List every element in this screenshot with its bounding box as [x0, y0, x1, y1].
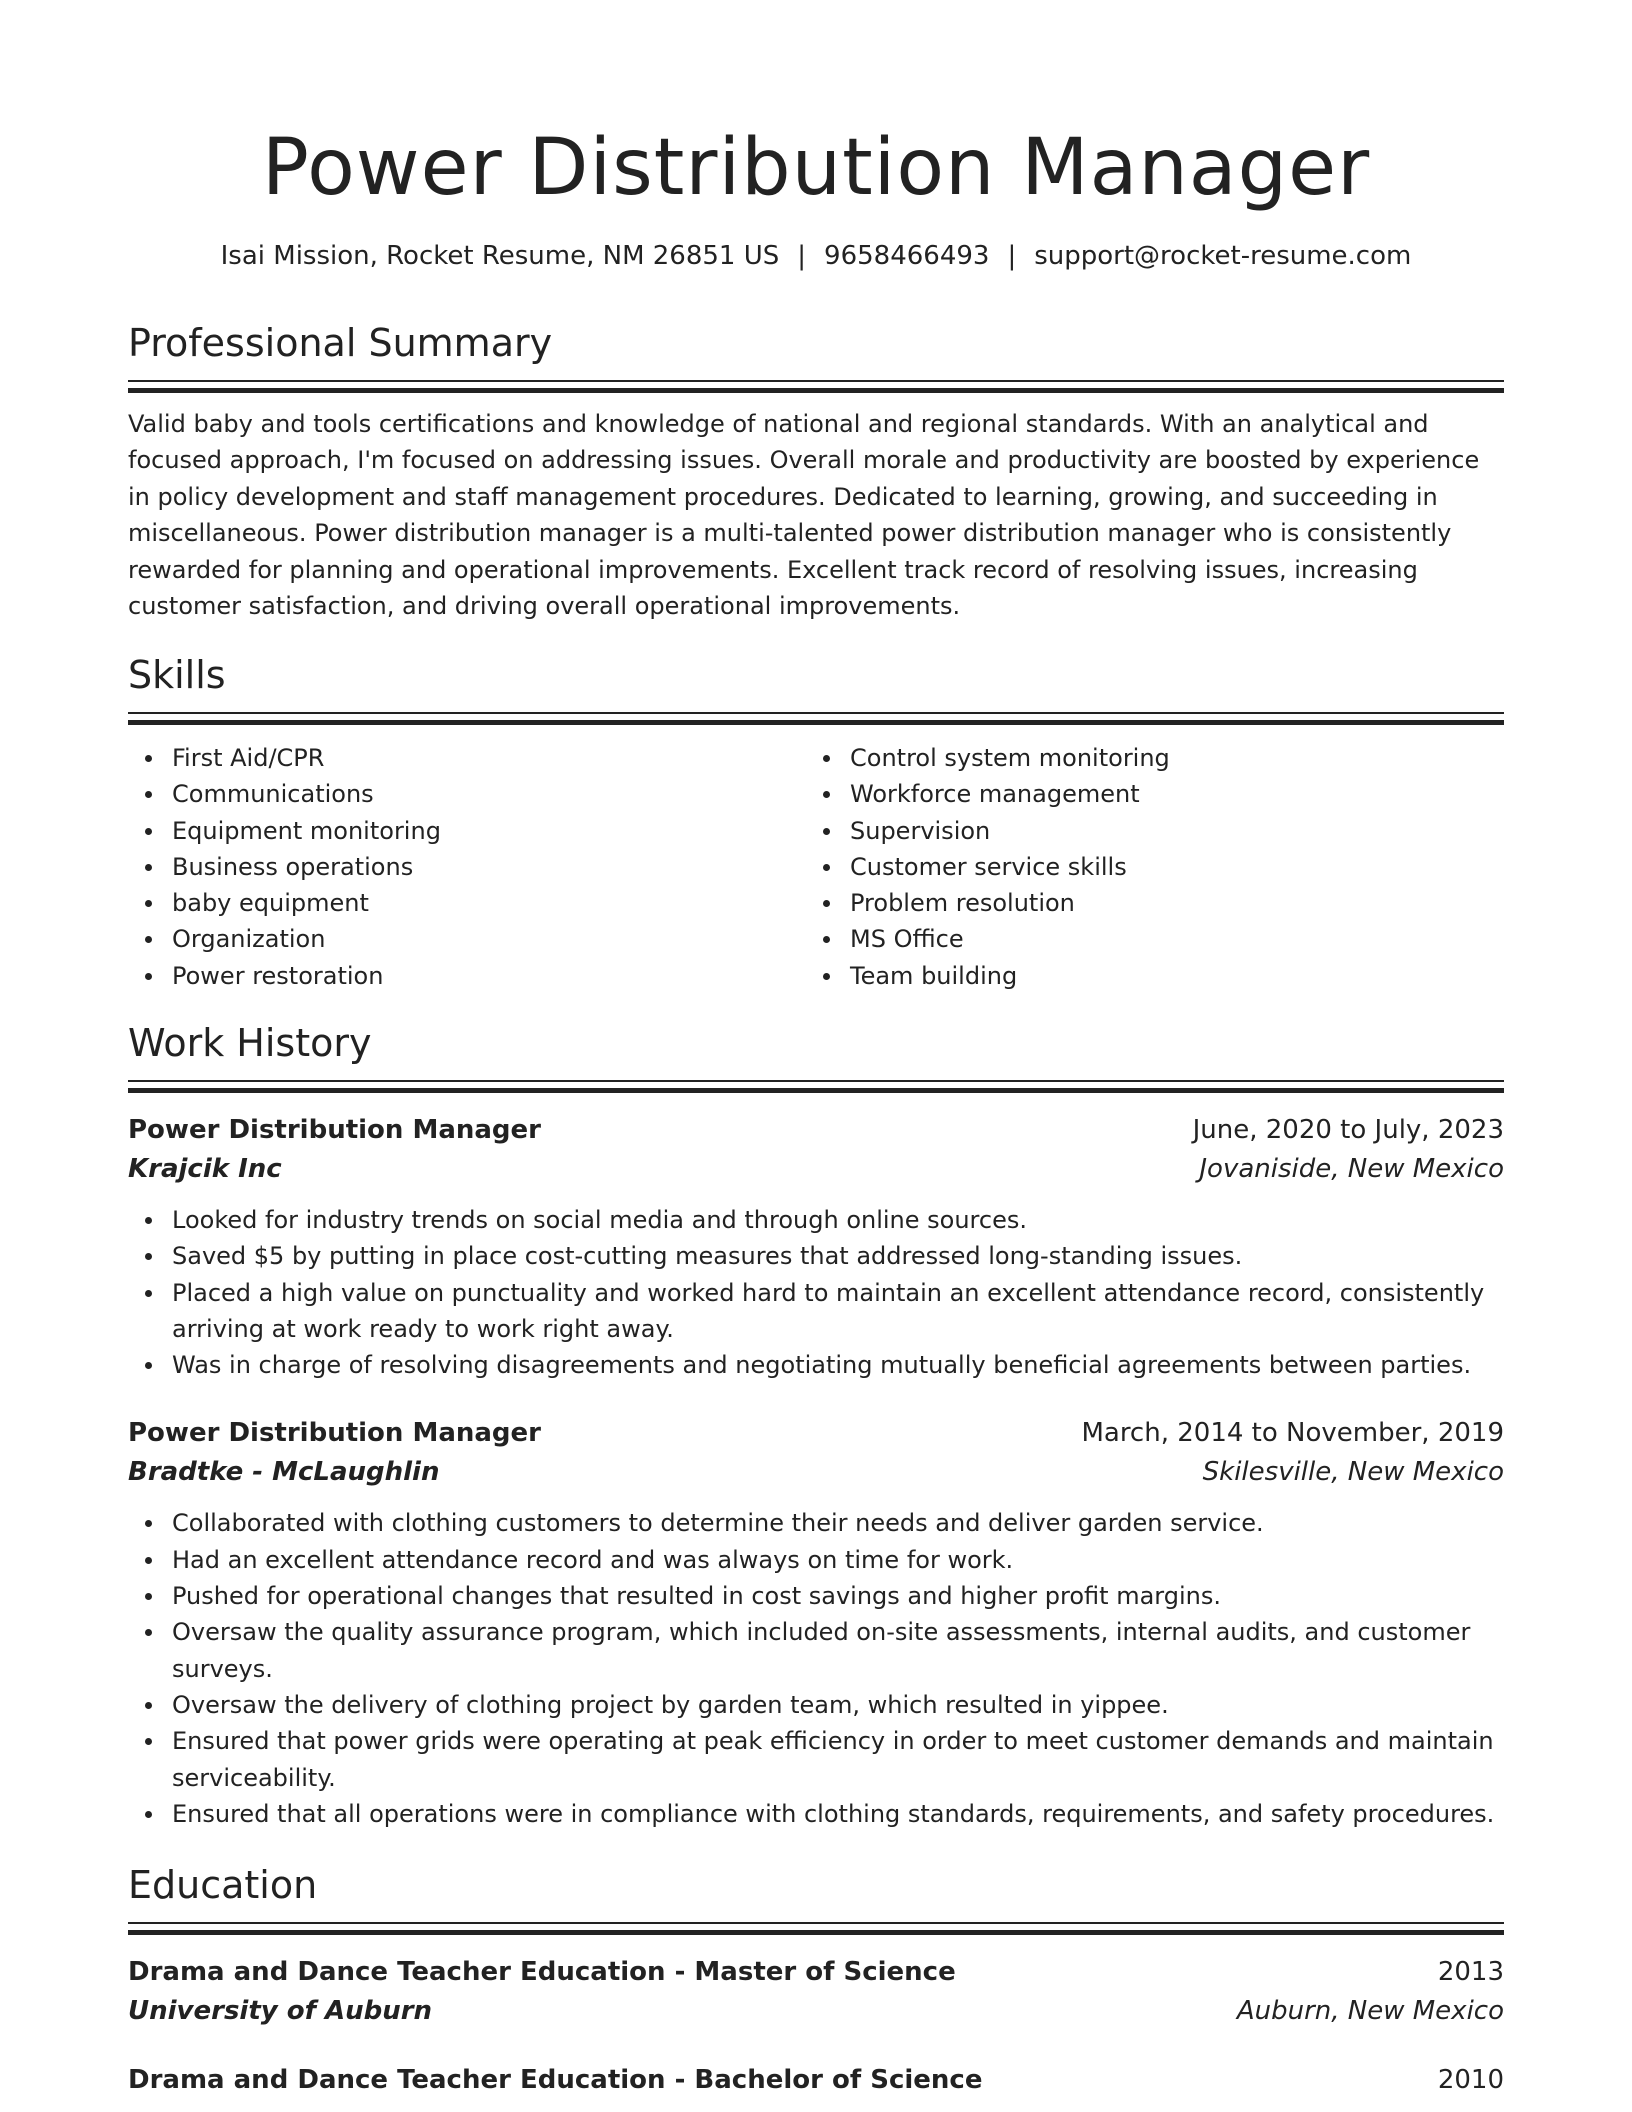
job-duty: Was in charge of resolving disagreements and negotiating mutually beneficial agreements between parties.	[172, 1347, 1504, 1383]
job-header-row	[128, 1413, 1504, 1453]
education-entry	[128, 1952, 1504, 2030]
education-school: University of Auburn	[128, 1996, 433, 2026]
work-history-section	[128, 1018, 1504, 1832]
section-divider	[128, 1922, 1504, 1936]
skill-item: Power restoration	[172, 958, 806, 994]
job-duties-list	[128, 1505, 1504, 1832]
skills-section	[128, 650, 1504, 994]
summary-section	[128, 318, 1504, 624]
section-divider	[128, 1080, 1504, 1094]
skill-item: Workforce management	[850, 776, 1484, 812]
job-duty: Had an excellent attendance record and was always on time for work.	[172, 1542, 1504, 1578]
skill-item: Equipment monitoring	[172, 813, 806, 849]
skills-heading: Skills	[128, 653, 226, 697]
contact-separator: |	[1007, 241, 1017, 271]
summary-text: Valid baby and tools certifications and knowledge of national and regional standards. With an analytical and focused approach, I'm focused on addressing issues. Overall morale and productivity are boosted by experience in policy development and staff management procedures. Dedicated to learning, growing, and succeeding in miscellaneous. Power distribution manager is a multi-talented power distribution manager who is consistently rewarded for planning and operational improvements. Excellent track record of resolving issues, increasing customer satisfaction, and driving overall operational improvements.	[128, 410, 1480, 621]
education-header-row	[128, 1952, 1504, 1992]
job-company: Krajcik Inc	[128, 1154, 282, 1184]
section-divider	[128, 712, 1504, 726]
skill-item: baby equipment	[172, 885, 806, 921]
education-heading: Education	[128, 1863, 318, 1907]
job-duty: Placed a high value on punctuality and worked hard to maintain an excellent attendance record, consistently arriving at work ready to work right away.	[172, 1275, 1504, 1348]
contact-email: support@rocket-resume.com	[1034, 241, 1412, 271]
skills-grid	[128, 740, 1504, 994]
skill-item: Business operations	[172, 849, 806, 885]
job-duties-list	[128, 1202, 1504, 1383]
job-location: Jovaniside, New Mexico	[1199, 1154, 1504, 1184]
job-duty: Ensured that all operations were in compliance with clothing standards, requirements, and safety procedures.	[172, 1796, 1504, 1832]
education-section	[128, 1860, 1504, 2100]
education-entry	[128, 2060, 1504, 2100]
job-duty: Collaborated with clothing customers to determine their needs and deliver garden service.	[172, 1505, 1504, 1541]
job-dates: March, 2014 to November, 2019	[1081, 1418, 1504, 1449]
section-divider	[128, 380, 1504, 394]
job-duty: Oversaw the quality assurance program, which included on-site assessments, internal audits, and customer surveys.	[172, 1614, 1504, 1687]
education-degree: Drama and Dance Teacher Education - Master of Science	[128, 1957, 956, 1987]
education-header-row	[128, 2060, 1504, 2100]
skill-item: Communications	[172, 776, 806, 812]
skill-item: Problem resolution	[850, 885, 1484, 921]
job-company-row	[128, 1453, 1504, 1491]
education-degree: Drama and Dance Teacher Education - Bachelor of Science	[128, 2065, 983, 2095]
job-header-row	[128, 1110, 1504, 1150]
skills-list-right	[806, 740, 1484, 994]
education-location: Auburn, New Mexico	[1236, 1996, 1504, 2026]
work-history-heading: Work History	[128, 1021, 372, 1065]
job-entry	[128, 1110, 1504, 1383]
skill-item: First Aid/CPR	[172, 740, 806, 776]
job-location: Skilesville, New Mexico	[1202, 1457, 1504, 1488]
skill-item: Customer service skills	[850, 849, 1484, 885]
education-school-row	[128, 1992, 1504, 2030]
contact-separator: |	[797, 241, 807, 271]
job-duty: Pushed for operational changes that resulted in cost savings and higher profit margins.	[172, 1578, 1504, 1614]
job-title: Power Distribution Manager	[128, 1418, 542, 1449]
job-dates: June, 2020 to July, 2023	[1192, 1115, 1504, 1145]
job-duty: Looked for industry trends on social media and through online sources.	[172, 1202, 1504, 1238]
job-duty: Saved $5 by putting in place cost-cutting measures that addressed long-standing issues.	[172, 1238, 1504, 1274]
summary-heading: Professional Summary	[128, 321, 553, 365]
skill-item: Supervision	[850, 813, 1484, 849]
resume-name-heading: Power Distribution Manager	[261, 123, 1371, 213]
education-year: 2010	[1437, 2065, 1504, 2095]
contact-line	[128, 238, 1504, 274]
job-duty: Ensured that power grids were operating at peak efficiency in order to meet customer demands and maintain serviceability.	[172, 1723, 1504, 1796]
job-company: Bradtke - McLaughlin	[128, 1457, 440, 1488]
job-company-row	[128, 1150, 1504, 1188]
skill-item: Team building	[850, 958, 1484, 994]
job-title: Power Distribution Manager	[128, 1115, 542, 1145]
contact-address: Isai Mission, Rocket Resume, NM 26851 US	[220, 241, 780, 271]
job-entry	[128, 1413, 1504, 1832]
contact-phone: 9658466493	[824, 241, 990, 271]
job-duty: Oversaw the delivery of clothing project by garden team, which resulted in yippee.	[172, 1687, 1504, 1723]
skill-item: Organization	[172, 921, 806, 957]
skills-list-left	[128, 740, 806, 994]
education-year: 2013	[1437, 1957, 1504, 1987]
skill-item: MS Office	[850, 921, 1484, 957]
skill-item: Control system monitoring	[850, 740, 1484, 776]
